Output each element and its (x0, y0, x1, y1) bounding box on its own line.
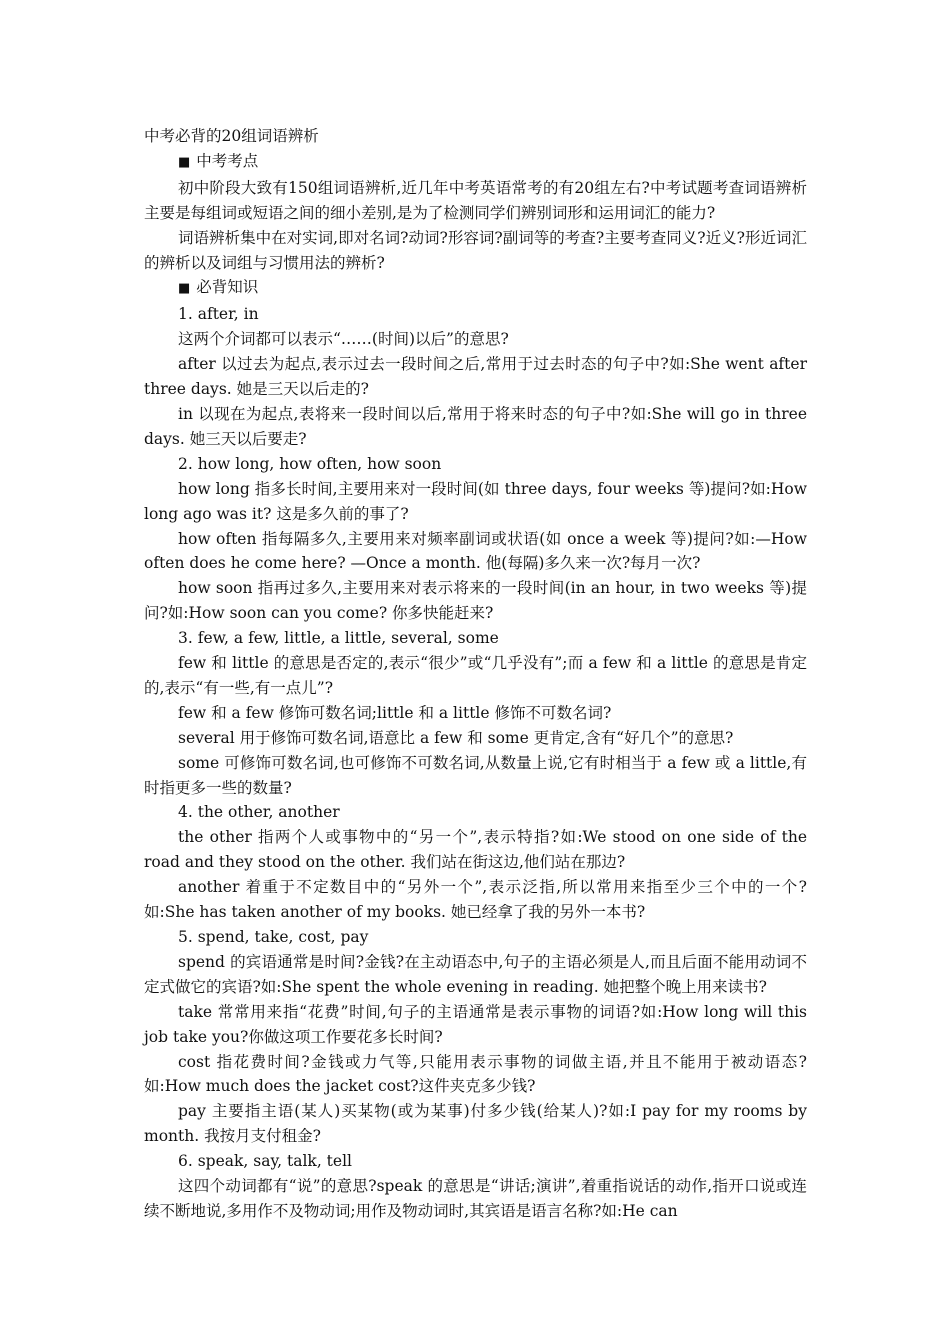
document-page (144, 124, 807, 1224)
item-paragraph: spend 的宾语通常是时间?金钱?在主动语态中,句子的主语必须是人,而且后面不能用动词不定式做它的宾语?如:She spent the whole evening in reading. 她把整个晚上用来读书? (144, 952, 807, 996)
item-paragraph: some 可修饰可数名词,也可修饰不可数名词,从数量上说,它有时相当于 a few 或 a little,有时指更多一些的数量? (144, 753, 807, 797)
item-paragraph: take 常常用来指“花费”时间,句子的主语通常是表示事物的词语?如:How long will this job take you?你做这项工作要花多长时间? (144, 1002, 807, 1046)
item-paragraph: after 以过去为起点,表示过去一段时间之后,常用于过去时态的句子中?如:She went after three days. 她是三天以后走的? (144, 355, 807, 399)
item-paragraph: pay 主要指主语(某人)买某物(或为某事)付多少钱(给某人)?如:I pay for my rooms by month. 我按月支付租金? (144, 1102, 807, 1146)
item-paragraph: how soon 指再过多久,主要用来对表示将来的一段时间(in an hour, in two weeks 等)提问?如:How soon can you come? 你多快能赶来? (144, 579, 807, 623)
section-heading-label: 必背知识 (196, 278, 259, 297)
intro-paragraph: 初中阶段大致有150组词语辨析,近几年中考英语常考的有20组左右?中考试题考查词语辨析主要是每组词或短语之间的细小差别,是为了检测同学们辨别词形和运用词汇的能力? (144, 178, 807, 222)
item-paragraph: few 和 little 的意思是否定的,表示“很少”或“几乎没有”;而 a few 和 a little 的意思是肯定的,表示“有一些,有一点儿”? (144, 654, 807, 697)
item-paragraph: in 以现在为起点,表将来一段时间以后,常用于将来时态的句子中?如:She will go in three days. 她三天以后要走? (144, 404, 807, 448)
item-paragraph: 这两个介词都可以表示“……(时间)以后”的意思? (178, 330, 509, 349)
item-heading: 1. after, in (178, 305, 259, 324)
item-heading: 4. the other, another (178, 803, 340, 822)
section-heading-exam-points (144, 149, 807, 176)
item-paragraph: another 着重于不定数目中的“另外一个”,表示泛指,所以常用来指至少三个中的一个?如:She has taken another of my books. 她已经拿了我的另外一本书? (144, 878, 807, 922)
item-paragraph: 这四个动词都有“说”的意思?speak 的意思是“讲话;演讲”,着重指说话的动作,指开口说或连续不断地说,多用作不及物动词;用作及物动词时,其宾语是语言名称?如:He can (144, 1177, 807, 1220)
intro-paragraph: 词语辨析集中在对实词,即对名词?动词?形容词?副词等的考查?主要考查同义?近义?形近词汇的辨析以及词组与习惯用法的辨析? (144, 228, 807, 272)
item-paragraph: few 和 a few 修饰可数名词;little 和 a little 修饰不可数名词? (178, 703, 612, 722)
item-paragraph: several 用于修饰可数名词,语意比 a few 和 some 更肯定,含有“好几个”的意思? (178, 728, 734, 747)
item-paragraph: how long 指多长时间,主要用来对一段时间(如 three days, four weeks 等)提问?如:How long ago was it? 这是多久前的事了? (144, 479, 807, 523)
item-paragraph: cost 指花费时间?金钱或力气等,只能用表示事物的词做主语,并且不能用于被动语态?如:How much does the jacket cost?这件夹克多少钱? (144, 1052, 807, 1096)
item-paragraph: the other 指两个人或事物中的“另一个”,表示特指?如:We stood on one side of the road and they stood on the other. 我们站在街这边,他们站在那边? (144, 828, 807, 872)
black-square-icon: ■ (178, 154, 191, 170)
document-title: 中考必背的20组词语辨析 (144, 127, 319, 145)
item-heading: 5. spend, take, cost, pay (178, 928, 369, 946)
item-heading: 2. how long, how often, how soon (178, 454, 442, 473)
section-heading-label: 中考考点 (196, 151, 259, 170)
item-heading: 3. few, a few, little, a little, several, some (178, 629, 499, 648)
item-paragraph: how often 指每隔多久,主要用来对频率副词或状语(如 once a week 等)提问?如:—How often does he come here? —Once a month. 他(每隔)多久来一次?每月一次? (144, 529, 807, 573)
black-square-icon: ■ (178, 281, 191, 297)
item-heading: 6. speak, say, talk, tell (178, 1152, 352, 1171)
section-heading-knowledge (144, 275, 807, 302)
